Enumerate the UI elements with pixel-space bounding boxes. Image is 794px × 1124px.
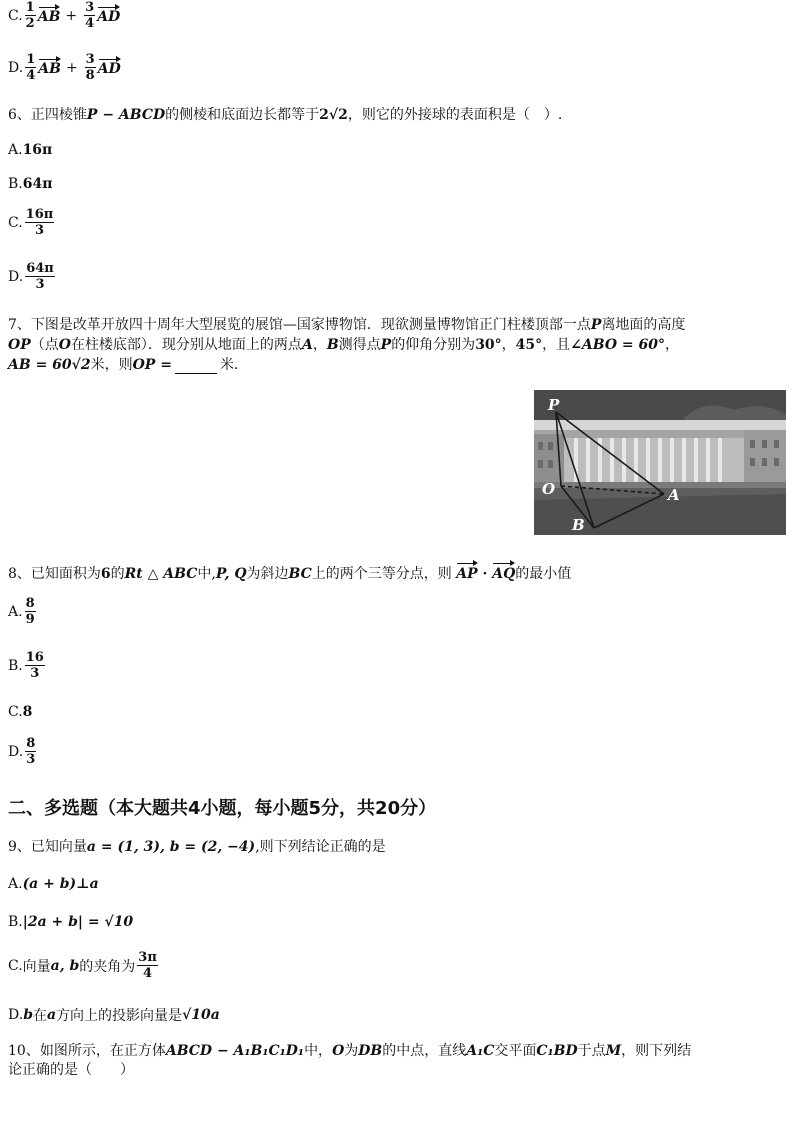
option-label: D. <box>8 59 24 76</box>
q9-option-b: B. |2a + b| = √10 <box>8 914 134 930</box>
fraction: $\frac{8}{3}$ <box>26 736 36 767</box>
option-label: C. <box>8 7 23 24</box>
fraction: $\frac{1}{4}$ <box>26 52 36 83</box>
vector-ap: AP <box>456 562 477 583</box>
fraction: $\frac{64\pi}{3}$ <box>26 261 54 292</box>
figure-label-b: B <box>572 516 585 534</box>
q6-option-a: A. 16π <box>8 142 53 158</box>
q8-option-a: A. $\frac{8}{9}$ <box>8 596 35 627</box>
q8-stem: 8、已知面积为6的Rt △ ABC中,P, Q为斜边BC上的两个三等分点，则 AP · AQ的最小值 <box>8 562 571 583</box>
q8-option-c: C. 8 <box>8 704 33 720</box>
q7-stem-line1: 7、下图是改革开放四十周年大型展览的展馆—国家博物馆．现欲测量博物馆正门柱楼顶部一点P离地面的高度 <box>8 317 686 333</box>
q9-option-c: C. 向量 a, b 的夹角为 $\frac{3\pi}{4}$ <box>8 950 157 981</box>
q6-option-d: D. $\frac{64\pi}{3}$ <box>8 261 54 292</box>
vector-aq: AQ <box>492 562 515 583</box>
q10-stem-line1: 10、如图所示，在正方体ABCD − A₁B₁C₁D₁中，O为DB的中点，直线A₁C交平面C₁BD于点M，则下列结 <box>8 1043 692 1059</box>
q7-stem-line3: AB = 60√2米，则OP = 米． <box>8 357 248 373</box>
fraction: $\frac{3\pi}{4}$ <box>138 950 157 981</box>
fraction: $\frac{16\pi}{3}$ <box>25 207 54 238</box>
q5-option-c <box>8 0 120 31</box>
q9-option-a: A. (a + b)⊥a <box>8 876 99 892</box>
fraction: $\frac{8}{9}$ <box>25 596 35 627</box>
q6-option-c: C. $\frac{16\pi}{3}$ <box>8 207 54 238</box>
q6-option-b: B. 64π <box>8 176 53 192</box>
figure-label-o: O <box>542 480 556 498</box>
q8-option-b: B. $\frac{16}{3}$ <box>8 650 44 681</box>
fraction: $\frac{3}{4}$ <box>85 0 95 31</box>
vector-ab: AB <box>38 6 61 25</box>
vector-ad: AD <box>97 6 120 25</box>
fraction: $\frac{3}{8}$ <box>85 52 95 83</box>
answer-blank <box>175 357 217 374</box>
figure-label-a: A <box>668 486 680 504</box>
vector-ab: AB <box>38 58 61 77</box>
q9-stem: 9、已知向量a = (1, 3), b = (2, −4),则下列结论正确的是 <box>8 839 386 855</box>
q8-option-d: D. $\frac{8}{3}$ <box>8 736 36 767</box>
q10-stem-line2: 论正确的是（ ） <box>8 1062 134 1078</box>
q6-stem: 6、正四棱锥P − ABCD的侧棱和底面边长都等于2√2，则它的外接球的表面积是（ ）. <box>8 107 563 123</box>
section-heading: 二、多选题（本大题共4小题，每小题5分，共20分） <box>8 798 437 819</box>
figure-label-p: P <box>548 396 560 414</box>
plus-sign: + <box>65 7 78 24</box>
fraction: $\frac{1}{2}$ <box>25 0 35 31</box>
fraction: $\frac{16}{3}$ <box>25 650 44 681</box>
vector-ad: AD <box>98 58 121 77</box>
q7-stem-line2: OP（点O在柱楼底部）．现分别从地面上的两点A，B测得点P的仰角分别为30°，45°，且∠ABO = 60°， <box>8 337 679 353</box>
museum-photo <box>534 390 786 535</box>
plus-sign: + <box>65 59 78 76</box>
museum-photo-figure <box>534 390 786 535</box>
q9-option-d: D. b 在 a 方向上的投影向量是 √10a <box>8 1007 220 1024</box>
q5-option-d <box>8 52 121 83</box>
